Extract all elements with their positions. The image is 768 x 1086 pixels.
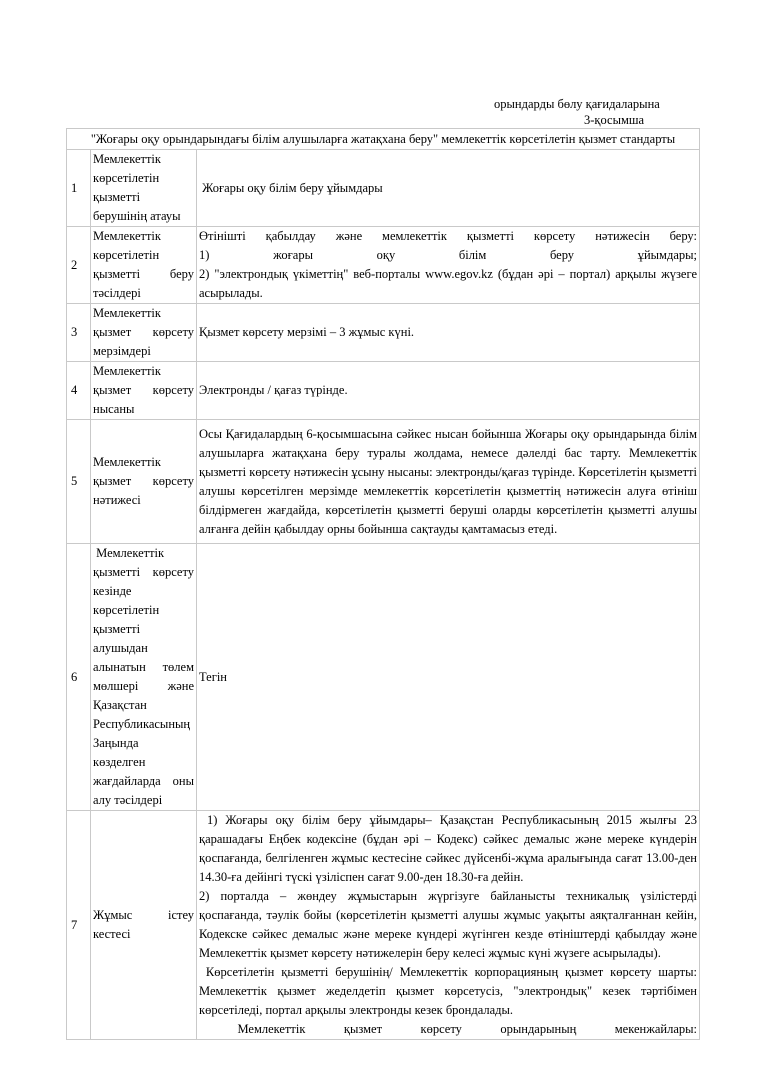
table-row [67,811,700,1040]
field-name-line: көрсетілетін [93,171,160,185]
field-name-line: қызмет көрсету [93,325,194,339]
table-row [67,544,700,811]
field-value-text: Көрсетілетін қызметті берушінің/ Мемлекеттік корпорацияның қызмет көрсету шарты: Мемлекеттік қызмет жеделдетіп қызмет көрсетусіз, "электрондық" кезек тәртібімен көрсетіледі, портал арқылы электронды кезек брондалады. [199,965,701,1017]
field-name-line: Мемлекеттік [93,455,161,469]
row-number: 2 [67,227,91,304]
field-name-line: тәсілдері [93,286,141,300]
field-name-line: қызметті беру [93,267,194,281]
field-name-line: кестесі [93,927,131,941]
table-row [67,420,700,544]
field-value-text: Электронды / қағаз түрінде. [199,383,348,397]
field-name-line: Қазақстан [93,698,147,712]
field-name-line: Мемлекеттік [93,364,161,378]
row-field-value [197,362,700,420]
row-field-name [91,544,197,811]
field-name-line: нәтижесі [93,493,141,507]
table-row [67,150,700,227]
table-row [67,304,700,362]
field-value-text: 2) порталда – жөндеу жұмыстарын жүргізуге байланысты техникалық үзілістерді қоспағанда, тәулік бойы (көрсетілетін қызметті алушы жұмыс уақыты аяқталғаннан кейін, Кодекске сәйкес демалыс және мереке күндері жүгінген кезде өтініштерді қабылдау және Мемлекеттік қызмет көрсету нәтижелерін беру келесі жұмыс күні жүзеге асырылады). [199,889,697,960]
field-name-line: Заңында [93,736,139,750]
row-field-value [197,420,700,544]
field-name-line: кезінде [93,584,132,598]
row-number: 6 [67,544,91,811]
field-name-line: жағдайларда оны [93,774,194,788]
row-field-name [91,227,197,304]
row-number: 7 [67,811,91,1040]
row-field-name [91,362,197,420]
field-name-line: нысаны [93,402,135,416]
field-name-line: көрсетілетін [93,248,160,262]
row-number: 3 [67,304,91,362]
field-value-text: Өтінішті қабылдау және мемлекеттік қызметті көрсету нәтижесін беру: [199,229,697,243]
field-value-text: 1) Жоғары оқу білім беру ұйымдары– Қазақстан Республикасының 2015 жылғы 23 қарашадағы Еңбек кодексіне (бұдан әрі – Кодекс) сәйкес демалыс және мереке күндерін қоспағанда, белгіленген жұмыс кестесіне сәйкес дүйсенбі-жұма аралығында сағат 13.00-ден 14.30-ға дейінгі түскі үзіліспен сағат 9.00-ден 18.30-ға дейін. [199,813,701,884]
annex-header-line1: орындарды бөлу қағидаларына [494,97,660,111]
field-name-line: қызмет көрсету [93,474,194,488]
table-title: "Жоғары оқу орындарындағы білім алушыларға жатақхана беру" мемлекеттік көрсетілетін қызмет стандарты [67,129,700,150]
service-standard-table [66,128,700,1040]
row-field-value [197,304,700,362]
field-name-line: алушыдан [93,641,148,655]
field-value-text: Жоғары оқу білім беру ұйымдары [199,180,383,195]
annex-number: 3-қосымша [584,113,645,127]
table-row [67,227,700,304]
field-name-line: қызмет көрсету [93,383,194,397]
row-field-name [91,811,197,1040]
field-name-line: Мемлекеттік [93,546,165,560]
field-name-line: Мемлекеттік [93,306,161,320]
field-name-line: берушінің атауы [93,209,181,223]
field-value-text: Осы Қағидалардың 6-қосымшасына сәйкес нысан бойынша Жоғары оқу орындарында білім алушыларға жатақхана беру туралы жолдама, немесе дәлелді бас тарту. Мемлекеттік қызметті көрсету нәтижесін ұсыну нысаны: электронды/қағаз түрінде. Көрсетілетін қызметті алушы көрсетілген мерзімде мемлекеттік көрсетілетін қызметтің нәтижесін алуға өтініш білдірмеген жағдайда, көрсетілетін қызметті беруші оларды көрсетілетін қызметті алушы алғанға дейін қабылдау орны бойынша сақтауды қамтамасыз етеді. [199,426,697,536]
row-field-name [91,150,197,227]
row-field-value [197,544,700,811]
field-value-text: 1) жоғары оқу білім беру ұйымдары; [199,248,697,262]
row-number: 1 [67,150,91,227]
field-name-line: қызметті [93,622,141,636]
field-value-text: 2) "электрондық үкіметтің" веб-порталы www.egov.kz (бұдан әрі – портал) арқылы жүзеге асырылады. [199,267,697,300]
row-field-value [197,150,700,227]
row-number: 5 [67,420,91,544]
field-name-line: қызметті көрсету [93,565,194,579]
table-row [67,362,700,420]
row-field-name [91,420,197,544]
field-name-line: көрсетілетін [93,603,160,617]
row-field-value [197,811,700,1040]
table-title-row [67,129,700,150]
field-value-text: Мемлекеттік қызмет көрсету орындарының мекенжайлары: [199,1022,697,1036]
row-field-name [91,304,197,362]
field-value-text: Тегін [199,669,227,684]
field-name-line: Мемлекеттік [93,229,161,243]
field-value-text: Қызмет көрсету мерзімі – 3 жұмыс күні. [199,325,415,339]
field-name-line: Мемлекеттік [93,152,161,166]
field-name-line: Республикасының [93,717,191,731]
field-name-line: көзделген [93,755,146,769]
field-name-line: Жұмыс істеу [93,908,194,922]
field-name-line: алу тәсілдері [93,793,163,807]
row-field-value [197,227,700,304]
field-name-line: қызметті [93,190,141,204]
field-name-line: алынатын төлем [93,660,194,674]
field-name-line: мерзімдері [93,344,151,358]
row-number: 4 [67,362,91,420]
field-name-line: мөлшері және [93,679,194,693]
